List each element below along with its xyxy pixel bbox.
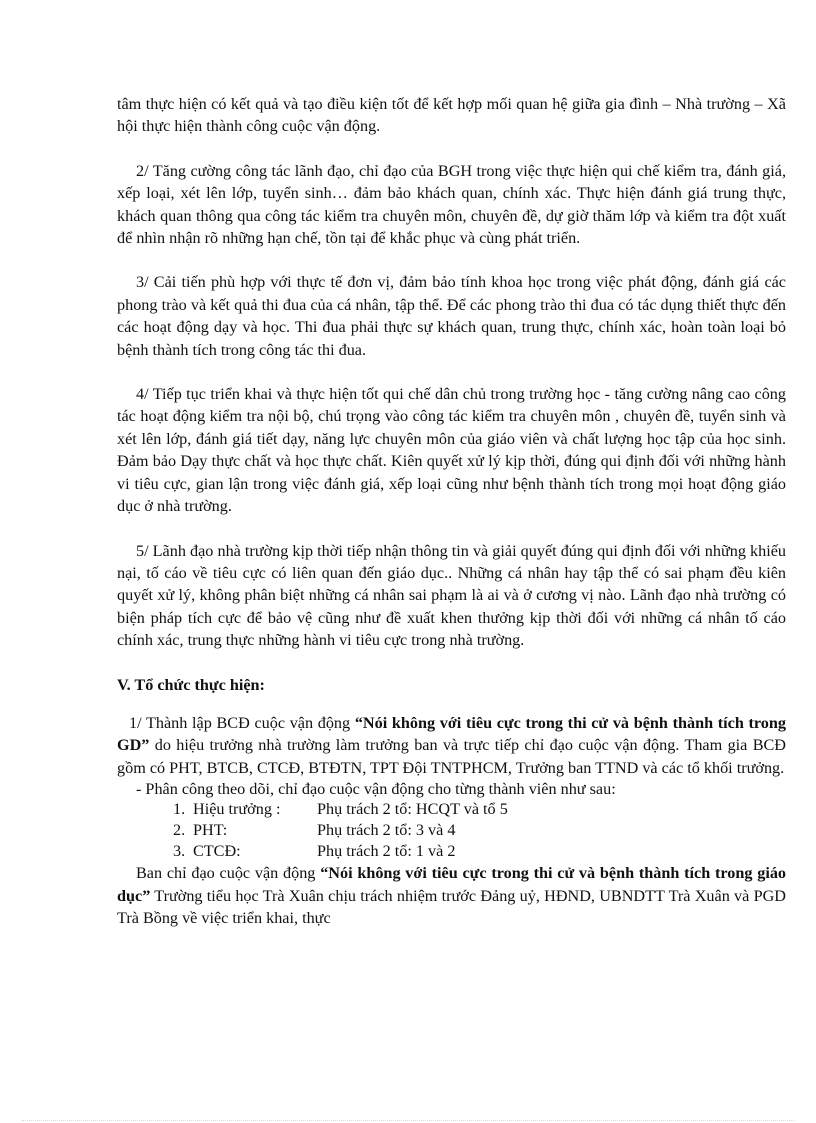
- assignment-row: [117, 841, 786, 862]
- assignment-number: 1.: [173, 800, 186, 819]
- document-body: [117, 93, 786, 929]
- section-heading: V. Tổ chức thực hiện:: [117, 675, 265, 694]
- paragraph-3: 3/ Cải tiến phù hợp với thực tế đơn vị, đảm bảo tính khoa học trong việc phát động, đánh giá các phong trào và kết quả thi đua của cá nhân, tập thể. Để các phong trào thi đua có tác dụng thiết thực đến các hoạt động dạy và học. Thi đua phải thực sự khách quan, trung thực, chính xác, hoàn toàn loại bỏ bệnh thành tích trong công tác thi đua.: [117, 273, 786, 359]
- assignment-role: Hiệu trưởng :: [193, 800, 281, 819]
- closing-paragraph: [117, 862, 786, 929]
- closing-suffix: Trường tiểu học Trà Xuân chịu trách nhiệm trước Đảng uỷ, HĐND, UBNDTT Trà Xuân và PGD Trà Bồng về việc triển khai, thực: [117, 886, 786, 927]
- assignment-role: PHT:: [193, 821, 228, 840]
- closing-bold-title: “Nói không với tiêu cực trong thi cử và bệnh thành tích trong giáo dục”: [117, 864, 787, 905]
- assignment-task: Phụ trách 2 tổ: 3 và 4: [317, 821, 456, 840]
- page-bottom-rule: [22, 1120, 794, 1121]
- paragraph-5: 5/ Lãnh đạo nhà trường kịp thời tiếp nhận thông tin và giải quyết đúng qui định đối với những khiếu nại, tố cáo về tiêu cực có liên quan đến giáo dục.. Những cá nhân hay tập thể có sai phạm đều kiên quyết xử lý, không phân biệt những cá nhân sai phạm là ai và ở cương vị nào. Lãnh đạo nhà trường có biện pháp tích cực để bảo vệ cũng như đề xuất khen thưởng kịp thời đối với những cá nhân tố cáo chính xác, trung thực những hành vi tiêu cực trong nhà trường.: [117, 541, 786, 650]
- item1-bold-title: “Nói không với tiêu cực trong thi cử và bệnh thành tích trong GD”: [117, 713, 786, 755]
- closing-prefix: Ban chỉ đạo cuộc vận động: [136, 864, 321, 883]
- assignment-number: 3.: [173, 842, 186, 861]
- intro-paragraph: tâm thực hiện có kết quả và tạo điều kiện tốt để kết hợp mối quan hệ giữa gia đình – Nhà trường – Xã hội thực hiện thành công cuộc vận động.: [117, 95, 786, 136]
- assignment-task: Phụ trách 2 tổ: 1 và 2: [317, 842, 456, 861]
- section-item-1: [117, 712, 786, 779]
- assignment-task: Phụ trách 2 tổ: HCQT và tổ 5: [317, 800, 508, 819]
- assign-intro: - Phân công theo dõi, chỉ đạo cuộc vận động cho từng thành viên như sau:: [136, 780, 616, 799]
- paragraph-2: 2/ Tăng cường công tác lãnh đạo, chỉ đạo của BGH trong việc thực hiện qui chế kiểm tra, đánh giá, xếp loại, xét lên lớp, tuyển sinh… đảm bảo khách quan, chính xác. Thực hiện đánh giá trung thực, khách quan thông qua công tác kiểm tra chuyên môn, chuyên đề, dự giờ thăm lớp và kiểm tra đột xuất để nhìn nhận rõ những hạn chế, tồn tại để khắc phục và cùng phát triển.: [117, 161, 786, 248]
- assignment-number: 2.: [173, 821, 186, 840]
- item1-suffix: do hiệu trưởng nhà trường làm trưởng ban và trực tiếp chỉ đạo cuộc vận động. Tham gia BCĐ gồm có PHT, BTCB, CTCĐ, BTĐTN, TPT Đội TNTPHCM, Trưởng ban TTND và các tổ khối trưởng.: [117, 736, 786, 777]
- assignment-role: CTCĐ:: [193, 842, 241, 861]
- paragraph-4: 4/ Tiếp tục triển khai và thực hiện tốt qui chế dân chủ trong trường học - tăng cường nâng cao công tác hoạt động kiểm tra nội bộ, chú trọng vào công tác kiểm tra chuyên môn , chuyên đề, tuyển sinh và xét lên lớp, đánh giá tiết dạy, năng lực chuyên môn của giáo viên và chất lượng học tập của học sinh. Đảm bảo Dạy thực chất và học thực chất. Kiên quyết xử lý kịp thời, đúng qui định đối với những hành vi tiêu cực, gian lận trong việc đánh giá, xếp loại cũng như bệnh thành tích trong mọi hoạt động giáo dục ở nhà trường.: [117, 385, 786, 516]
- item1-prefix: 1/ Thành lập BCĐ cuộc vận động: [129, 713, 355, 732]
- assignment-row: [117, 820, 786, 841]
- assignment-row: [117, 799, 786, 820]
